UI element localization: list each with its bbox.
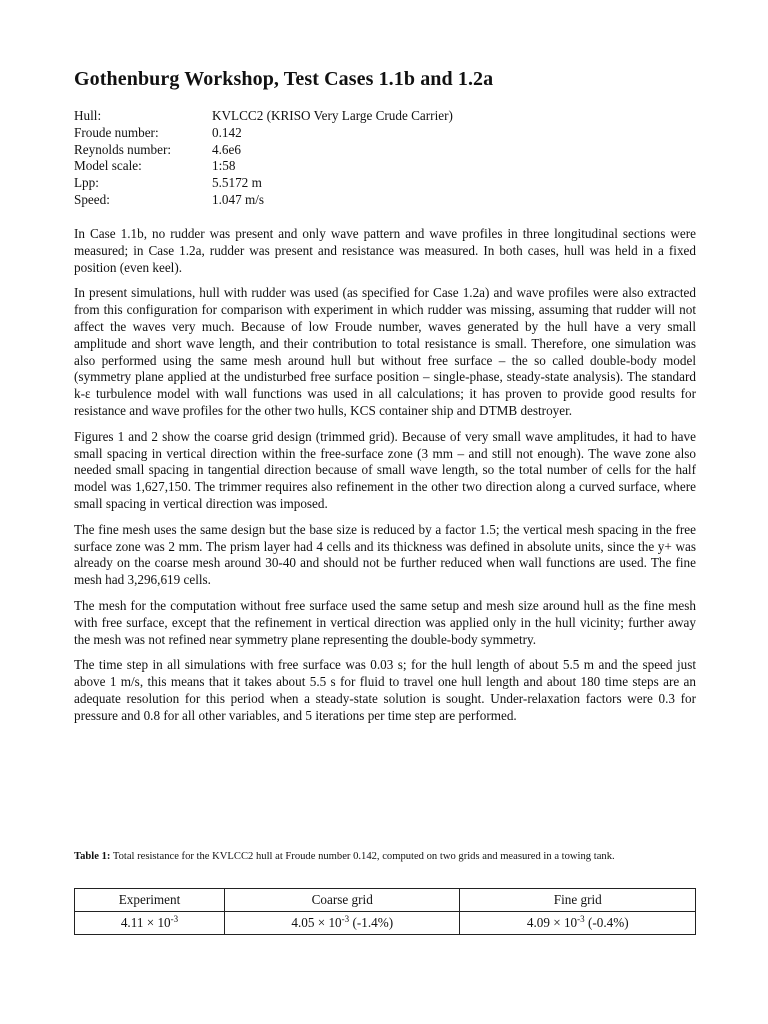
table-cell-coarse: $4.05 \times 10^{-3}$ (-1.4%) [224, 912, 460, 935]
spec-value: 1:58 [212, 158, 236, 174]
spec-row-hull [74, 108, 453, 125]
spec-row-speed [74, 192, 453, 209]
paragraph: In Case 1.1b, no rudder was present and only wave pattern and wave profiles in three longitudinal sections were measured; in Case 1.2a, rudder was present and resistance was measured. In both cases, hull was held in a fixed position (even keel). [74, 226, 696, 275]
table-caption-text: Total resistance for the KVLCC2 hull at Froude number 0.142, computed on two grids and measured in a towing tank. [110, 851, 615, 862]
table-header: Coarse grid [224, 889, 460, 912]
spec-label: Speed: [74, 191, 110, 207]
paragraph: Figures 1 and 2 show the coarse grid design (trimmed grid). Because of very small wave amplitudes, it had to have small spacing in vertical direction within the free-surface zone (3 mm – and still not enough). The wave zone also needed small spacing in tangential direction because of small wave length, so the total number of cells for the half model was 1,627,150. The trimmer requires also refinement in the other two direction along a curved surface, where small spacing in vertical direction was imposed. [74, 428, 696, 511]
spec-row-lpp [74, 175, 453, 192]
paragraph: The mesh for the computation without free surface used the same setup and mesh size around hull as the fine mesh with free surface, except that the refinement in vertical direction was applied only in the hull vicinity; further away the mesh was not refined near symmetry plane representing the double-body symmetry. [74, 597, 696, 647]
spec-value: 1.047 m/s [212, 191, 265, 207]
table-header: Experiment [75, 889, 225, 912]
spec-value: 4.6e6 [212, 141, 241, 157]
spec-label: Lpp: [74, 175, 99, 191]
spec-label: Model scale: [74, 158, 142, 174]
table-cell-experiment: $4.11 \times 10^{-3}$ [75, 912, 225, 935]
paragraph: In present simulations, hull with rudder was used (as specified for Case 1.2a) and wave profiles were also extracted from this configuration for comparison with experiment in which rudder was missing, assuming that rudder will not affect the waves very much. Because of low Froude number, waves generated by the hull have a very small amplitude and short wave length, and their contribution to total resistance is small. Therefore, one simulation was also performed using the same mesh around hull but without free surface – the so called double-body model (symmetry plane applied at the undisturbed free surface position – single-phase, steady-state analysis). The standard k-ε turbulence model with wall functions was used in all calculations; it has proven to provide good results for resistance and wave profiles for the other two hulls, KCS container ship and DTMB destroyer. [74, 285, 696, 418]
table-header-row [75, 889, 696, 912]
spec-label: Hull: [74, 108, 102, 123]
body-text [74, 226, 696, 734]
table-row [75, 912, 696, 935]
spec-row-scale [74, 158, 453, 175]
spec-value: 5.5172 m [212, 175, 262, 191]
paragraph: The fine mesh uses the same design but the base size is reduced by a factor 1.5; the vertical mesh spacing in the free surface zone was 2 mm. The prism layer had 4 cells and its thickness was defined in absolute units, since the y+ was already on the coarse mesh around 30-40 and should not be further reduced when wall functions are used. The fine mesh had 3,296,619 cells. [74, 521, 696, 588]
spec-label: Froude number: [74, 124, 159, 140]
table-caption [74, 850, 696, 864]
spec-label: Reynolds number: [74, 141, 172, 157]
paragraph: The time step in all simulations with free surface was 0.03 s; for the hull length of about 5.5 m and the speed just above 1 m/s, this means that it takes about 5.5 s for fluid to travel one hull length and about 180 time steps are an adequate resolution for this period when a steady-state solution is sought. Under-relaxation factors were 0.3 for pressure and 0.8 for all other variables, and 5 iterations per time step are performed. [74, 657, 696, 723]
resistance-table [74, 888, 696, 935]
spec-row-reynolds [74, 142, 453, 159]
spec-row-froude [74, 125, 453, 142]
table-header: Fine grid [460, 889, 696, 912]
table-cell-fine: $4.09 \times 10^{-3}$ (-0.4%) [460, 912, 696, 935]
document-title: Gothenburg Workshop, Test Cases 1.1b and 1.2a [74, 68, 494, 90]
spec-value: 0.142 [212, 124, 242, 140]
spec-list [74, 108, 453, 209]
spec-value: KVLCC2 (KRISO Very Large Crude Carrier) [212, 108, 453, 123]
table-caption-label: Table 1: [74, 851, 111, 862]
